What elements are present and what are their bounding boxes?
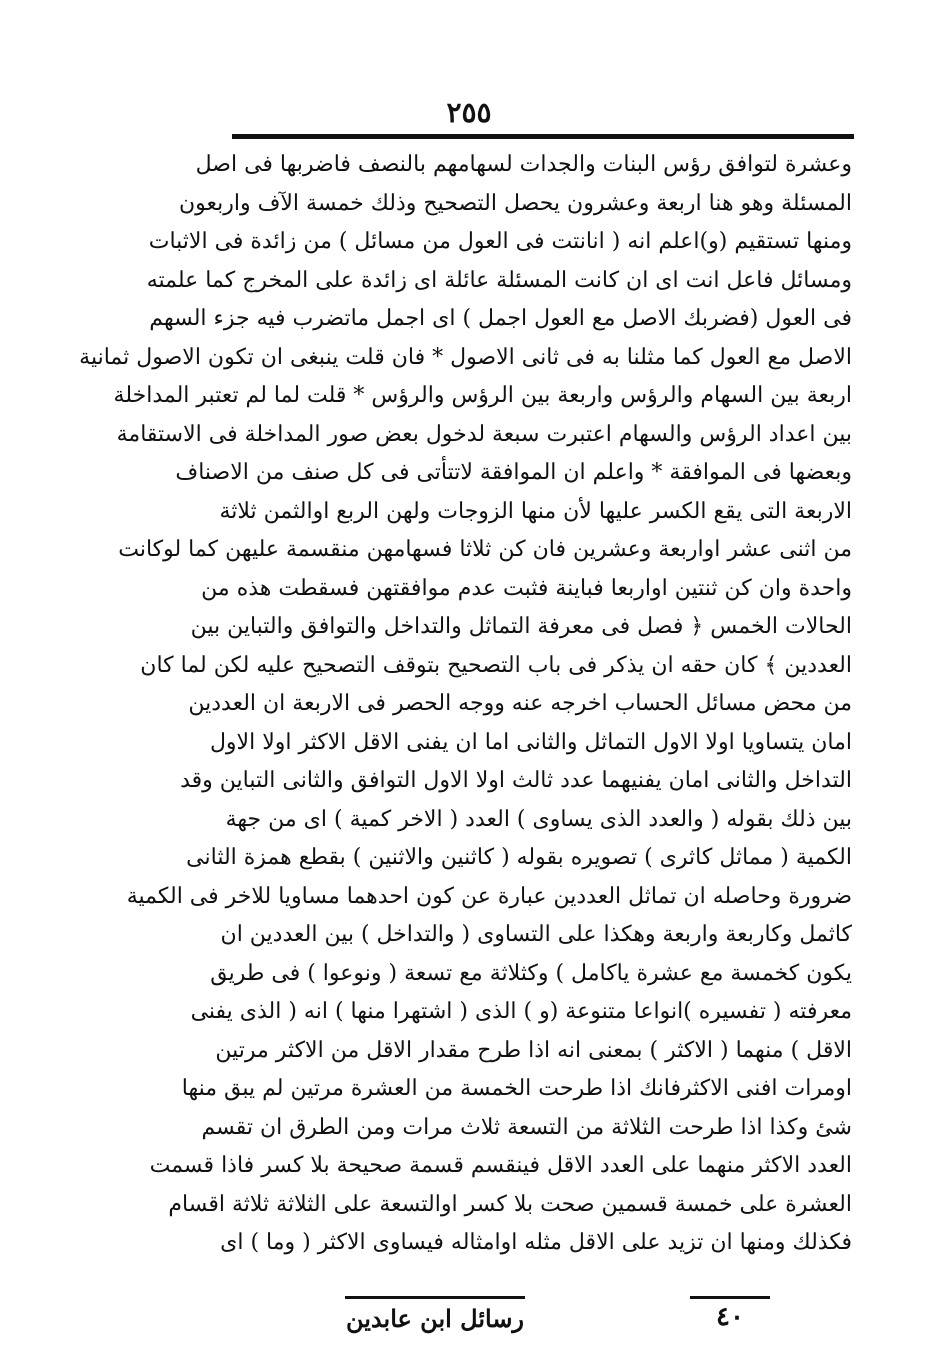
text-line: وبعضها فى الموافقة * واعلم ان الموافقة لاتتأتى فى كل صنف من الاصناف: [175, 460, 852, 485]
text-line: التداخل والثانى امان يفنيهما عدد ثالث اولا الاول التوافق والثانى التباين وقد: [180, 768, 852, 793]
text-line: المسئلة وهو هنا اربعة وعشرون يحصل التصحيح وذلك خمسة الآف واربعون: [178, 190, 852, 216]
text-line: الكمية ( مماثل كاثرى ) تصويره بقوله ( كاثنين والاثنين ) بقطع همزة الثانى: [186, 845, 852, 870]
text-line: العشرة على خمسة قسمين صحت بلا كسر اوالتسعة على الثلاثة ثلاثة اقسام: [168, 1191, 852, 1217]
header-rule: [232, 134, 854, 139]
text-line: شئ وكذا اذا طرحت الثلاثة من التسعة ثلاث مرات ومن الطرق ان تقسم: [201, 1114, 852, 1140]
text-line: اومرات افنى الاكثرفانك اذا طرحت الخمسة من العشرة مرتين لم يبق منها: [181, 1076, 852, 1101]
book-title: رسائل ابن عابدين: [345, 1304, 525, 1333]
text-line: العدد الاكثر منهما على العدد الاقل فينقسم قسمة صحيحة بلا كسر فاذا قسمت: [149, 1153, 852, 1178]
text-line: كاثمل وكاربعة واربعة وهكذا على التساوى ( والتداخل ) بين العددين ان: [220, 922, 852, 947]
signature-number: ٤٠: [716, 1302, 744, 1332]
text-line: اربعة بين السهام والرؤس واربعة بين الرؤس والرؤس * قلت لما لم تعتبر المداخلة: [113, 383, 852, 408]
text-line: الاقل ) منهما ( الاكثر ) بمعنى انه اذا طرح مقدار الاقل من الاكثر مرتين: [215, 1037, 852, 1063]
text-line: الحالات الخمس ﴿ فصل فى معرفة التماثل والتداخل والتوافق والتباين بين: [190, 614, 852, 639]
text-line: العددين ﴾ كان حقه ان يذكر فى باب التصحيح بتوقف التصحيح عليه لكن لما كان: [140, 652, 852, 678]
body-text: [79, 146, 852, 1263]
text-line: من محض مسائل الحساب اخرجه عنه ووجه الحصر فى الاربعة ان العددين: [188, 691, 852, 716]
text-line: بين اعداد الرؤس والسهام اعتبرت سبعة لدخول بعض صور المداخلة فى الاستقامة: [116, 421, 852, 447]
text-line: واحدة وان كن ثنتين اواربعا فباينة فثبت عدم موافقتهن فسقطت هذه من: [201, 575, 852, 601]
text-line: بين ذلك بقوله ( والعدد الذى يساوى ) العدد ( الاخر كمية ) اى من جهة: [225, 806, 852, 832]
text-line: وعشرة لتوافق رؤس البنات والجدات لسهامهم بالنصف فاضربها فى اصل: [195, 152, 852, 177]
footer-rule-signature: [690, 1296, 770, 1299]
footer-rule-title: [345, 1296, 525, 1299]
text-line: يكون كخمسة مع عشرة ياكامل ) وكثلاثة مع تسعة ( ونوعوا ) فى طريق: [210, 960, 852, 986]
text-line: الاصل مع العول كما مثلنا به فى ثانى الاصول * فان قلت ينبغى ان تكون الاصول ثمانية: [79, 344, 852, 370]
text-line: الاربعة التى يقع الكسر عليها لأن منها الزوجات ولهن الربع اوالثمن ثلاثة: [219, 498, 852, 524]
text-line: امان يتساويا اولا الاول التماثل والثانى اما ان يفنى الاقل الاكثر اولا الاول: [209, 729, 852, 755]
text-line: ضرورة وحاصله ان تماثل العددين عبارة عن كون احدهما مساويا للاخر فى الكمية: [126, 883, 852, 909]
text-line: ومسائل فاعل انت اى ان كانت المسئلة عائلة اى زائدة على المخرج كما علمته: [146, 267, 852, 293]
text-line: معرفته ( تفسيره )انواعا متنوعة (و ) الذى ( اشتهرا منها ) انه ( الذى يفنى: [190, 999, 852, 1024]
text-line: فى العول (فضربك الاصل مع العول اجمل ) اى اجمل ماتضرب فيه جزء السهم: [149, 306, 852, 331]
text-line: فكذلك ومنها ان تزيد على الاقل مثله اوامثاله فيساوى الاكثر ( وما ) اى: [220, 1230, 852, 1255]
page-number: ٢٥٥: [446, 96, 492, 129]
text-line: ومنها تستقيم (و)اعلم انه ( انانتت فى العول من مسائل ) من زائدة فى الاثبات: [148, 229, 852, 254]
text-line: من اثنى عشر اواربعة وعشرين فان كن ثلاثا فسهامهن منقسمة عليهن كما لوكانت: [118, 537, 852, 562]
